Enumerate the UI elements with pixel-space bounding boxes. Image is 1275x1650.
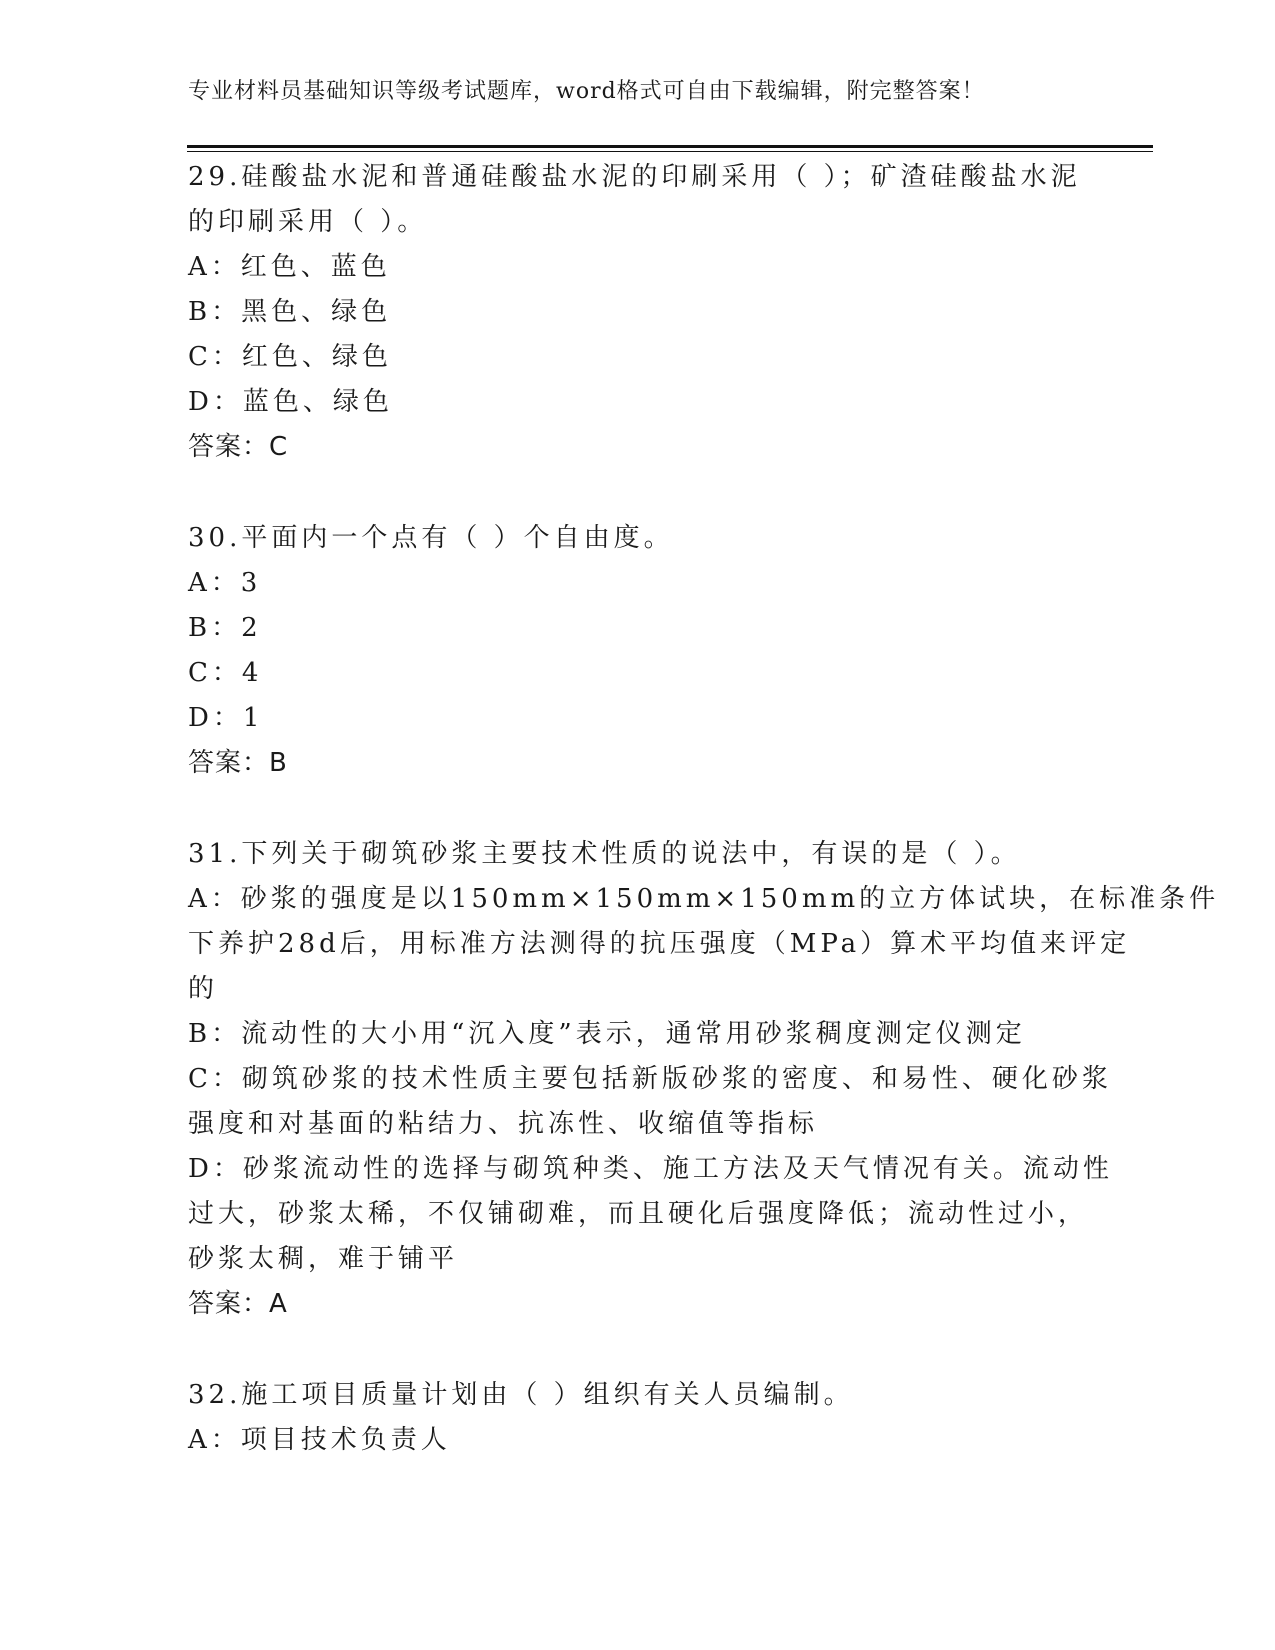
option-line: 过大，砂浆太稀，不仅铺砌难，而且硬化后强度降低；流动性过小， (188, 1199, 1089, 1229)
option-line: A：项目技术负责人 (188, 1425, 451, 1455)
question-block (188, 155, 1088, 470)
answer-line: 答案：A (188, 1289, 288, 1319)
option-line: B：黑色、绿色 (188, 297, 392, 327)
question-stem-line: 的印刷采用（ ）。 (188, 207, 428, 237)
option-line: D：砂浆流动性的选择与砌筑种类、施工方法及天气情况有关。流动性 (188, 1154, 1113, 1184)
question-block (188, 832, 1220, 1327)
option-line: D：蓝色、绿色 (188, 387, 393, 417)
question-stem-line: 32.施工项目质量计划由（ ）组织有关人员编制。 (188, 1380, 854, 1410)
question-block (188, 516, 1088, 786)
option-line: B：流动性的大小用“沉入度”表示，通常用砂浆稠度测定仪测定 (188, 1019, 1026, 1049)
option-line: 的 (188, 974, 219, 1004)
option-line: C：砌筑砂浆的技术性质主要包括新版砂浆的密度、和易性、硬化砂浆 (188, 1064, 1112, 1094)
option-line: 砂浆太稠，难于铺平 (188, 1244, 459, 1274)
option-line: A：3 (188, 568, 262, 598)
option-line: C：红色、绿色 (188, 342, 392, 372)
question-list (188, 155, 1220, 1509)
answer-line: 答案：C (188, 432, 289, 462)
header-rule-thick (187, 145, 1153, 148)
question-stem-line: 30.平面内一个点有（ ）个自由度。 (188, 523, 674, 553)
page-header: 专业材料员基础知识等级考试题库，word格式可自由下载编辑，附完整答案！ (188, 79, 985, 104)
question-stem-line: 31.下列关于砌筑砂浆主要技术性质的说法中，有误的是（ ）。 (188, 839, 1021, 869)
answer-line: 答案：B (188, 748, 288, 778)
option-line: D：1 (188, 703, 264, 733)
option-line: 下养护28d后，用标准方法测得的抗压强度（MPa）算术平均值来评定 (188, 929, 1131, 959)
option-line: 强度和对基面的粘结力、抗冻性、收缩值等指标 (188, 1109, 819, 1139)
header-rule-thin (187, 151, 1153, 152)
question-block (188, 1373, 1088, 1463)
option-line: A：红色、蓝色 (188, 252, 391, 282)
option-line: C：4 (188, 658, 263, 688)
option-line: A：砂浆的强度是以150mm×150mm×150mm的立方体试块，在标准条件 (188, 884, 1220, 914)
question-stem-line: 29.硅酸盐水泥和普通硅酸盐水泥的印刷采用（ ）；矿渣硅酸盐水泥 (188, 162, 1081, 192)
option-line: B：2 (188, 613, 262, 643)
